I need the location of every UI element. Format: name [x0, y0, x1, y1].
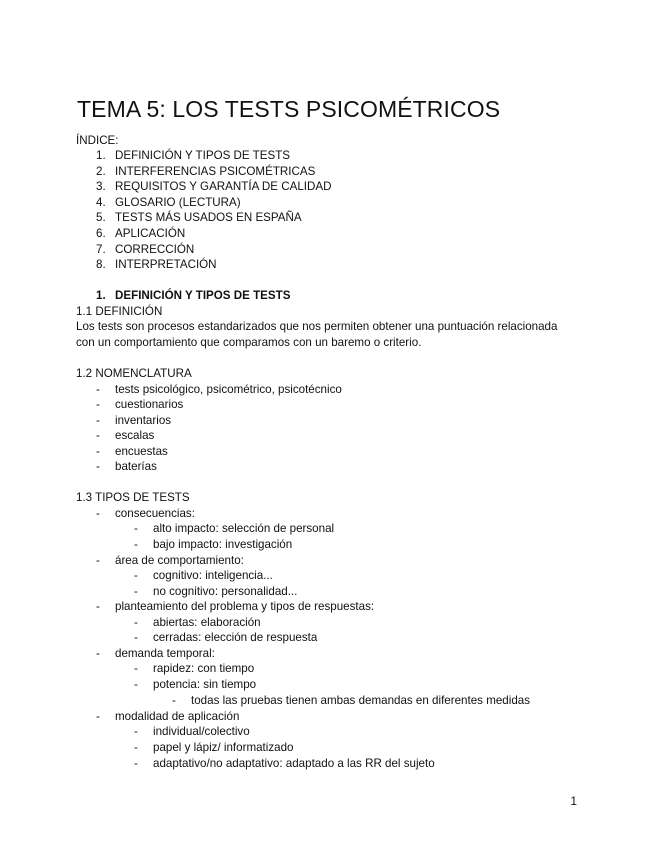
dash-bullet: - — [134, 585, 138, 598]
dash-bullet: - — [134, 522, 138, 535]
section-title: DEFINICIÓN Y TIPOS DE TESTS — [115, 289, 291, 302]
index-item — [96, 195, 241, 210]
list-item — [96, 444, 168, 459]
list-item — [134, 756, 435, 771]
list-item — [96, 413, 171, 428]
list-item — [96, 553, 244, 568]
list-item-text: encuestas — [115, 445, 168, 458]
list-item-text: planteamiento del problema y tipos de respuestas: — [115, 600, 375, 613]
list-item-text: cerradas: elección de respuesta — [153, 631, 318, 644]
list-item — [96, 506, 195, 521]
list-item-text: abiertas: elaboración — [153, 616, 261, 629]
index-item-number: 1. — [96, 149, 106, 162]
list-item-text: cognitivo: inteligencia... — [153, 569, 273, 582]
index-item-label: INTERPRETACIÓN — [115, 258, 217, 271]
dash-bullet: - — [96, 445, 100, 458]
list-item — [134, 661, 254, 676]
index-item — [96, 148, 290, 163]
list-item-text: inventarios — [115, 414, 172, 427]
list-item — [134, 740, 294, 755]
list-item-text: cuestionarios — [115, 398, 184, 411]
index-item — [96, 257, 217, 272]
list-item — [134, 615, 261, 630]
index-item — [96, 226, 185, 241]
dash-bullet: - — [134, 725, 138, 738]
list-item — [96, 382, 342, 397]
list-item-text: potencia: sin tiempo — [153, 678, 257, 691]
dash-bullet: - — [134, 662, 138, 675]
list-item-text: baterías — [115, 460, 157, 473]
subsection-heading-definicion: 1.1 DEFINICIÓN — [76, 305, 163, 318]
index-item-label: REQUISITOS Y GARANTÍA DE CALIDAD — [115, 180, 332, 193]
dash-bullet: - — [96, 429, 100, 442]
list-item — [134, 521, 334, 536]
list-item — [96, 646, 215, 661]
index-item-label: CORRECCIÓN — [115, 243, 195, 256]
list-item — [134, 724, 250, 739]
dash-bullet: - — [134, 616, 138, 629]
index-item — [96, 242, 194, 257]
index-item-number: 5. — [96, 211, 106, 224]
list-item-text: modalidad de aplicación — [115, 710, 240, 723]
dash-bullet: - — [96, 554, 100, 567]
dash-bullet: - — [134, 741, 138, 754]
list-item-text: no cognitivo: personalidad... — [153, 585, 298, 598]
dash-bullet: - — [134, 538, 138, 551]
list-item-text: todas las pruebas tienen ambas demandas en diferentes medidas — [191, 694, 531, 707]
list-item — [134, 677, 256, 692]
index-item-label: APLICACIÓN — [115, 227, 186, 240]
index-item-number: 4. — [96, 196, 106, 209]
dash-bullet: - — [134, 569, 138, 582]
list-item-text: adaptativo/no adaptativo: adaptado a las RR del sujeto — [153, 757, 435, 770]
document-title: TEMA 5: LOS TESTS PSICOMÉTRICOS — [77, 96, 501, 122]
index-item-number: 2. — [96, 165, 106, 178]
list-item-text: individual/colectivo — [153, 725, 250, 738]
index-item-label: DEFINICIÓN Y TIPOS DE TESTS — [115, 149, 291, 162]
dash-bullet: - — [96, 414, 100, 427]
list-item-text: papel y lápiz/ informatizado — [153, 741, 294, 754]
subsection-heading-nomenclatura: 1.2 NOMENCLATURA — [76, 367, 192, 380]
list-item — [134, 568, 273, 583]
list-item-text: alto impacto: selección de personal — [153, 522, 335, 535]
dash-bullet: - — [96, 710, 100, 723]
index-item — [96, 210, 302, 225]
dash-bullet: - — [96, 507, 100, 520]
list-item-text: área de comportamiento: — [115, 554, 244, 567]
dash-bullet: - — [172, 694, 176, 707]
dash-bullet: - — [96, 600, 100, 613]
list-item — [96, 397, 183, 412]
index-item-number: 7. — [96, 243, 106, 256]
index-item-number: 3. — [96, 180, 106, 193]
list-item-text: bajo impacto: investigación — [153, 538, 293, 551]
dash-bullet: - — [96, 460, 100, 473]
index-item-number: 6. — [96, 227, 106, 240]
list-item-text: consecuencias: — [115, 507, 195, 520]
index-heading: ÍNDICE: — [76, 134, 119, 147]
dash-bullet: - — [134, 678, 138, 691]
list-item-text: rapidez: con tiempo — [153, 662, 255, 675]
list-item — [96, 428, 154, 443]
list-item — [134, 537, 292, 552]
section-number: 1. — [96, 289, 106, 302]
list-item — [96, 459, 157, 474]
dash-bullet: - — [96, 647, 100, 660]
index-item-label: TESTS MÁS USADOS EN ESPAÑA — [115, 211, 302, 224]
list-item-text: demanda temporal: — [115, 647, 215, 660]
index-item — [96, 164, 315, 179]
list-item-text: escalas — [115, 429, 155, 442]
dash-bullet: - — [96, 383, 100, 396]
index-item-number: 8. — [96, 258, 106, 271]
dash-bullet: - — [96, 398, 100, 411]
list-item — [172, 693, 530, 708]
list-item-text: tests psicológico, psicométrico, psicotécnico — [115, 383, 342, 396]
page-number: 1 — [570, 795, 577, 808]
index-item-label: INTERFERENCIAS PSICOMÉTRICAS — [115, 165, 316, 178]
definition-paragraph: Los tests son procesos estandarizados que nos permiten obtener una puntuación relacionada con un comportamiento que comparamos con un baremo o criterio. — [76, 320, 558, 349]
list-item — [96, 599, 374, 614]
dash-bullet: - — [134, 631, 138, 644]
list-item — [134, 630, 317, 645]
index-item-label: GLOSARIO (LECTURA) — [115, 196, 241, 209]
list-item — [96, 709, 239, 724]
section-heading — [96, 288, 290, 303]
dash-bullet: - — [134, 757, 138, 770]
index-item — [96, 179, 331, 194]
list-item — [134, 584, 297, 599]
subsection-heading-tipos: 1.3 TIPOS DE TESTS — [76, 491, 190, 504]
